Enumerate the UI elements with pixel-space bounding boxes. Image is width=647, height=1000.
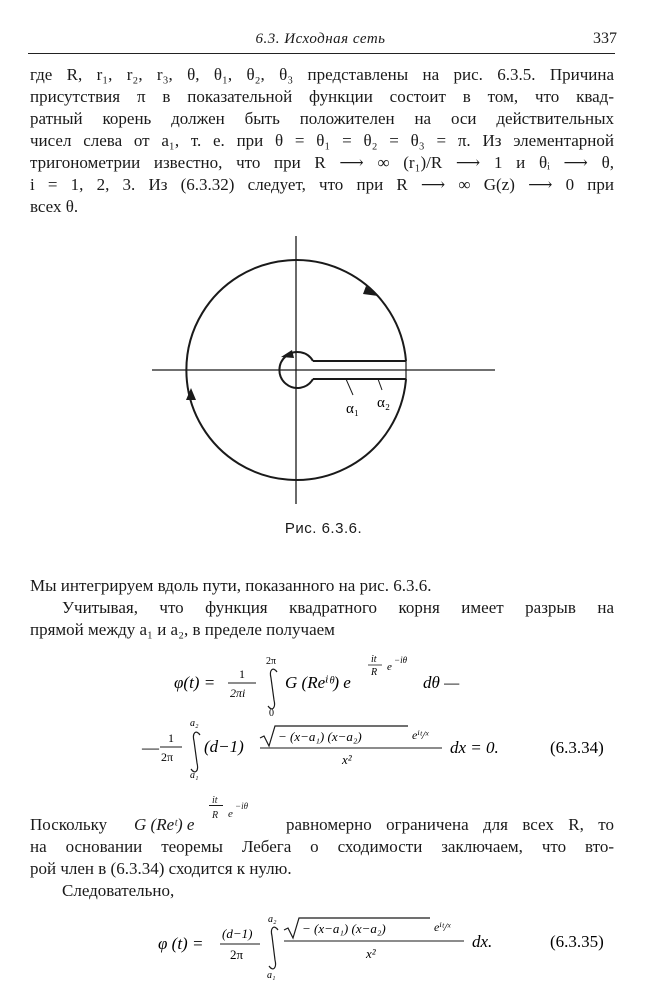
page-number: 337 <box>593 30 617 47</box>
paragraph-3-lead: Поскольку <box>30 815 108 834</box>
eq34-integral-2-icon <box>191 732 200 772</box>
paragraph-3-line: рой член в (6.3.34) сходится к нулю. <box>30 859 292 878</box>
equation-6-3-34 <box>130 648 620 783</box>
alpha2-pointer <box>378 379 382 390</box>
eq35-den: x² <box>366 946 376 961</box>
eq34-lhs: φ(t) = <box>174 673 216 692</box>
paragraph-1-line: всех θ. <box>30 197 79 216</box>
paragraph-1-line: присутствия π в показательной функции состоит в том, что квад- <box>30 87 614 106</box>
eq34-frac1-num: 1 <box>239 667 245 681</box>
alpha1-label: α₁ <box>346 401 360 417</box>
paragraph-3-sup-tail: e <box>228 808 233 820</box>
eq34-sqrt-body: − (x−a₁) (x−a₂) <box>278 729 362 744</box>
eq34-upper1: 2π <box>266 656 277 667</box>
eq34-frac2-num: 1 <box>168 731 174 745</box>
paragraph-2 <box>30 575 614 641</box>
arrow-small-circle-icon <box>281 350 294 358</box>
eq35-lower: a₁ <box>267 970 276 981</box>
eq35-exp: eⁱᵗ/ˣ <box>434 920 451 934</box>
paragraph-3-sup-den: R <box>212 810 219 821</box>
paragraph-2-line: Мы интегрируем вдоль пути, показанного на рис. 6.3.6. <box>30 576 432 595</box>
eq34-dtheta: dθ — <box>423 673 460 692</box>
eq34-exp1-num: it <box>371 654 377 665</box>
running-header-title: 6.3. Исходная сеть <box>255 31 386 47</box>
eq34-exp-it-x: eⁱᵗ/ˣ <box>412 728 429 742</box>
paragraph-3-sup-num: it <box>212 795 218 806</box>
eq35-upper: a₂ <box>268 914 277 925</box>
eq34-factor2: (d−1) <box>204 737 244 756</box>
eq35-frac-den: 2π <box>230 947 244 962</box>
eq34-lower2: a₁ <box>190 770 199 781</box>
header-rule <box>28 53 615 54</box>
paragraph-1-line: ратный корень должен быть положителен на оси действительных <box>30 109 614 128</box>
alpha1-pointer <box>346 379 353 395</box>
paragraph-2-line: Учитывая, что функция квадратного корня имеет разрыв на <box>62 598 614 617</box>
eq34-exp1-tail-sup: −iθ <box>394 655 407 665</box>
contour-figure <box>140 230 510 510</box>
paragraph-1-line: i = 1, 2, 3. Из (6.3.32) следует, что при R ⟶ ∞ G(z) ⟶ 0 при <box>30 175 614 194</box>
paragraph-2-line: прямой между a₁ и a₂, в пределе получаем <box>30 620 335 639</box>
paragraph-3-line: на основании теоремы Лебега о сходимости заключаем, что вто- <box>30 837 614 856</box>
eq34-frac2-den: 2π <box>161 750 174 764</box>
eq35-tail: dx. <box>472 932 493 951</box>
eq34-number: (6.3.34) <box>550 738 604 757</box>
paragraph-3-line: Следовательно, <box>62 881 175 900</box>
eq34-integral-1-icon <box>268 669 277 709</box>
eq35-integral-icon <box>269 927 278 969</box>
equation-6-3-35 <box>150 908 620 988</box>
paragraph-3 <box>30 836 614 902</box>
eq35-sqrt-body: − (x−a₁) (x−a₂) <box>302 921 386 936</box>
eq34-tail2: dx = 0. <box>450 738 499 757</box>
eq35-number: (6.3.35) <box>550 932 604 951</box>
eq34-exp1-tail: e <box>387 661 392 673</box>
paragraph-1-line: тригонометрии известно, что при R ⟶ ∞ (r₁)/R ⟶ 1 и θᵢ ⟶ θ, <box>30 153 614 172</box>
figure-caption: Рис. 6.3.6. <box>284 520 363 537</box>
eq34-upper2: a₂ <box>190 718 199 729</box>
eq34-exp1-den: R <box>371 667 378 678</box>
eq34-minus: — <box>142 738 159 757</box>
eq34-lower1: 0 <box>269 708 274 719</box>
paragraph-1 <box>30 64 614 218</box>
paragraph-1-line: где R, r₁, r₂, r₃, θ, θ₁, θ₂, θ₃ представлены на рис. 6.3.5. Причина <box>30 65 614 84</box>
eq35-frac-num: (d−1) <box>222 926 253 941</box>
paragraph-3-rest: равномерно ограничена для всех R, то <box>286 815 614 834</box>
eq34-integrand1: G (Reⁱᶿ) e <box>285 673 351 692</box>
eq34-frac1-den: 2πi <box>230 686 246 700</box>
eq34-den2: x² <box>342 752 352 767</box>
alpha2-label: α₂ <box>377 395 391 411</box>
paragraph-3-expr: G (Reᵗ) e <box>134 815 195 834</box>
eq35-lhs: φ (t) = <box>158 934 204 953</box>
paragraph-3-sup-tail-exp: −iθ <box>235 801 248 811</box>
paragraph-3-first-line <box>30 792 614 834</box>
paragraph-1-line: чисел слева от a₁, т. е. при θ = θ₁ = θ₂ = θ₃ = π. Из элементарной <box>30 131 614 150</box>
